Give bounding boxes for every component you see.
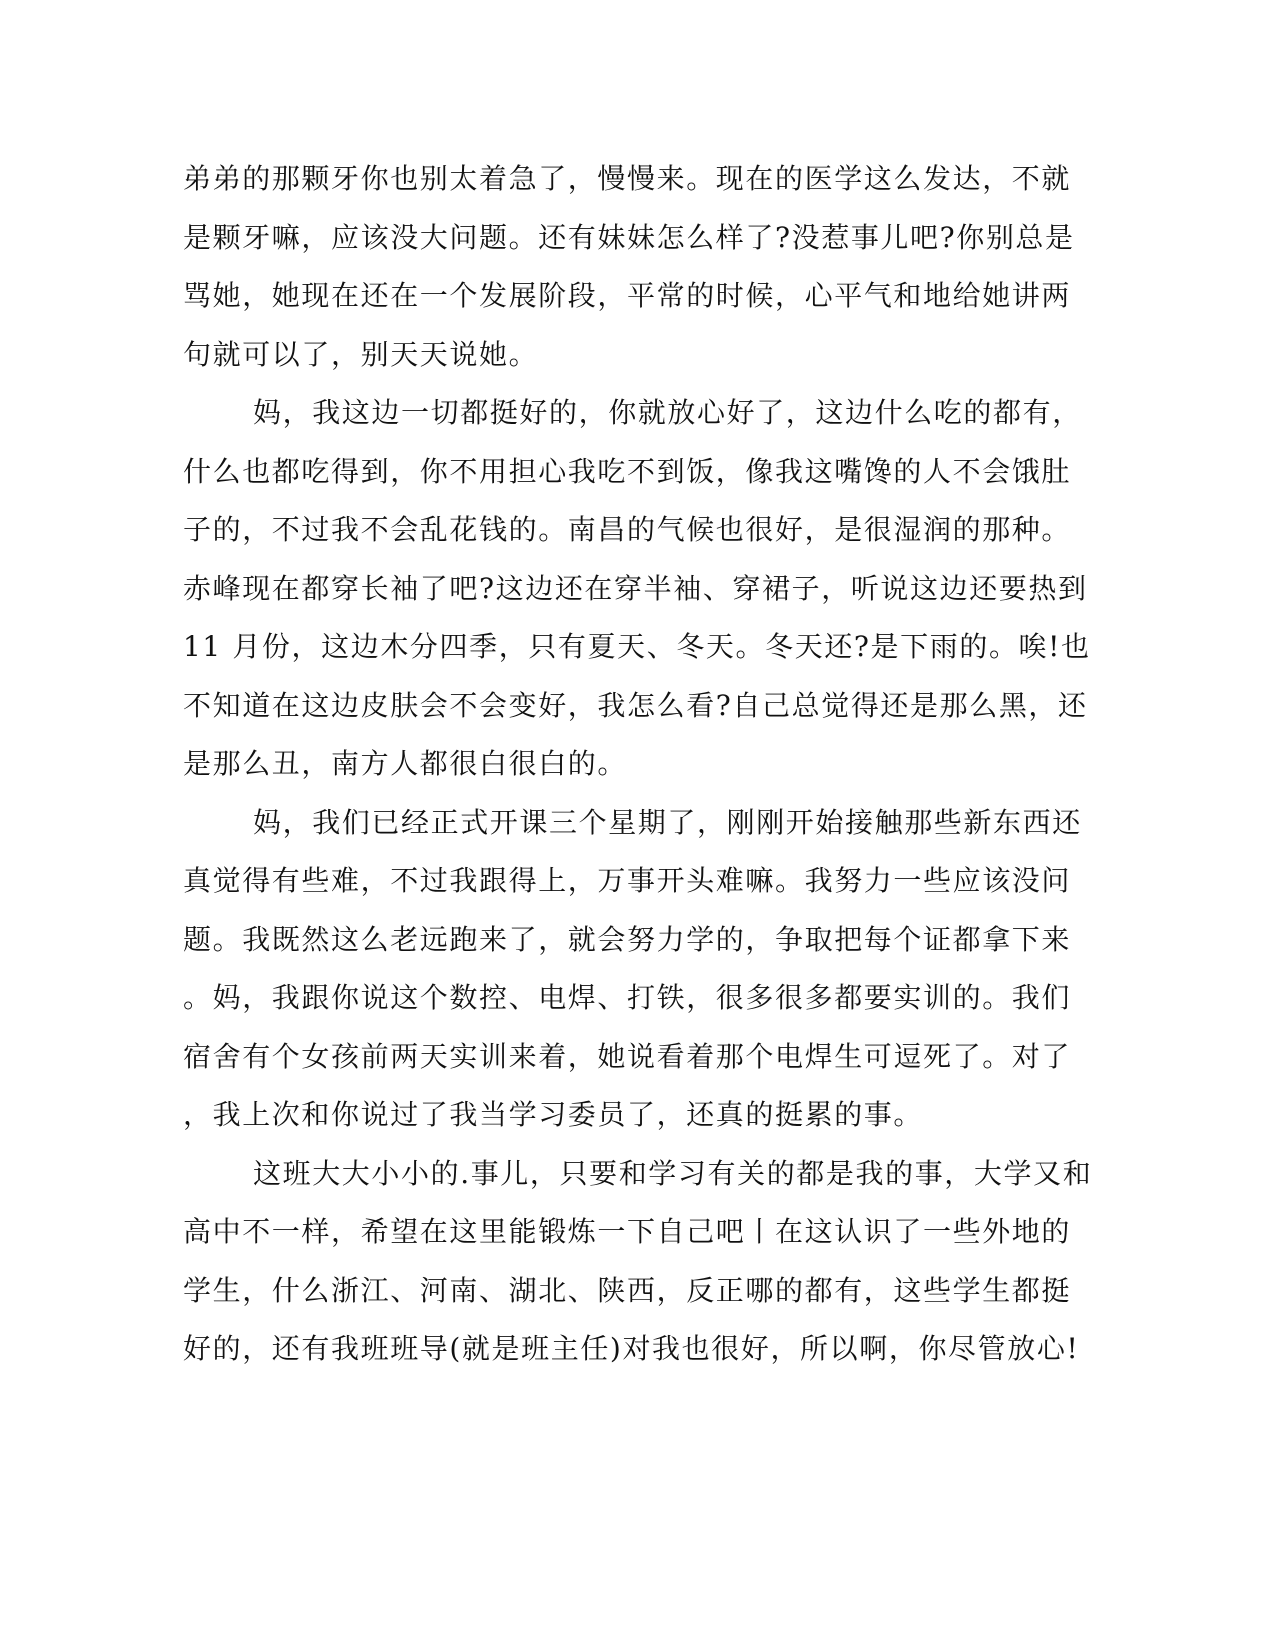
text-line: 句就可以了，别天天说她。 bbox=[183, 337, 539, 371]
text-line: 宿舍有个女孩前两天实训来着，她说看着那个电焊生可逗死了。对了 bbox=[183, 1039, 1072, 1073]
text-line: 弟弟的那颗牙你也别太着急了，慢慢来。现在的医学这么发达，不就 bbox=[183, 162, 1072, 195]
letter-body bbox=[183, 150, 1093, 1379]
text-line: 学生，什么浙江、河南、湖北、陕西，反正哪的都有，这些学生都挺 bbox=[183, 1273, 1072, 1307]
text-line: 题。我既然这么老远跑来了，就会努力学的，争取把每个证都拿下来 bbox=[183, 922, 1072, 956]
paragraph-start-line: 妈，我们已经正式开课三个星期了，刚刚开始接触那些新东西还 bbox=[253, 805, 1082, 839]
text-line: ，我上次和你说过了我当学习委员了，还真的挺累的事。 bbox=[183, 1098, 924, 1131]
text-line: 。妈，我跟你说这个数控、电焊、打铁，很多很多都要实训的。我们 bbox=[183, 981, 1072, 1014]
text-line: 是那么丑，南方人都很白很白的。 bbox=[183, 747, 628, 780]
text-line: 赤峰现在都穿长袖了吧?这边还在穿半袖、穿裙子，听说这边还要热到 bbox=[183, 571, 1088, 605]
paragraph-start-line: 妈，我这边一切都挺好的，你就放心好了，这边什么吃的都有， bbox=[253, 396, 1082, 429]
text-line: 子的，不过我不会乱花钱的。南昌的气候也很好，是很湿润的那种。 bbox=[183, 513, 1072, 546]
text-line: 骂她，她现在还在一个发展阶段，平常的时候，心平气和地给她讲两 bbox=[183, 279, 1072, 312]
text-line: 不知道在这边皮肤会不会变好，我怎么看?自己总觉得还是那么黑，还 bbox=[183, 688, 1088, 722]
text-line: 高中不一样，希望在这里能锻炼一下自己吧丨在这认识了一些外地的 bbox=[183, 1215, 1072, 1248]
text-line: 好的，还有我班班导(就是班主任)对我也很好，所以啊，你尽管放心! bbox=[183, 1332, 1080, 1365]
paragraph-start-line: 这班大大小小的.事儿，只要和学习有关的都是我的事，大学又和 bbox=[253, 1156, 1093, 1190]
text-line: 11 月份，这边木分四季，只有夏天、冬天。冬天还?是下雨的。唉!也 bbox=[183, 630, 1091, 663]
text-line: 真觉得有些难，不过我跟得上，万事开头难嘛。我努力一些应该没问 bbox=[183, 864, 1072, 897]
text-line: 什么也都吃得到，你不用担心我吃不到饭，像我这嘴馋的人不会饿肚 bbox=[183, 454, 1072, 488]
text-line: 是颗牙嘛，应该没大问题。还有妹妹怎么样了?没惹事儿吧?你别总是 bbox=[183, 220, 1075, 254]
